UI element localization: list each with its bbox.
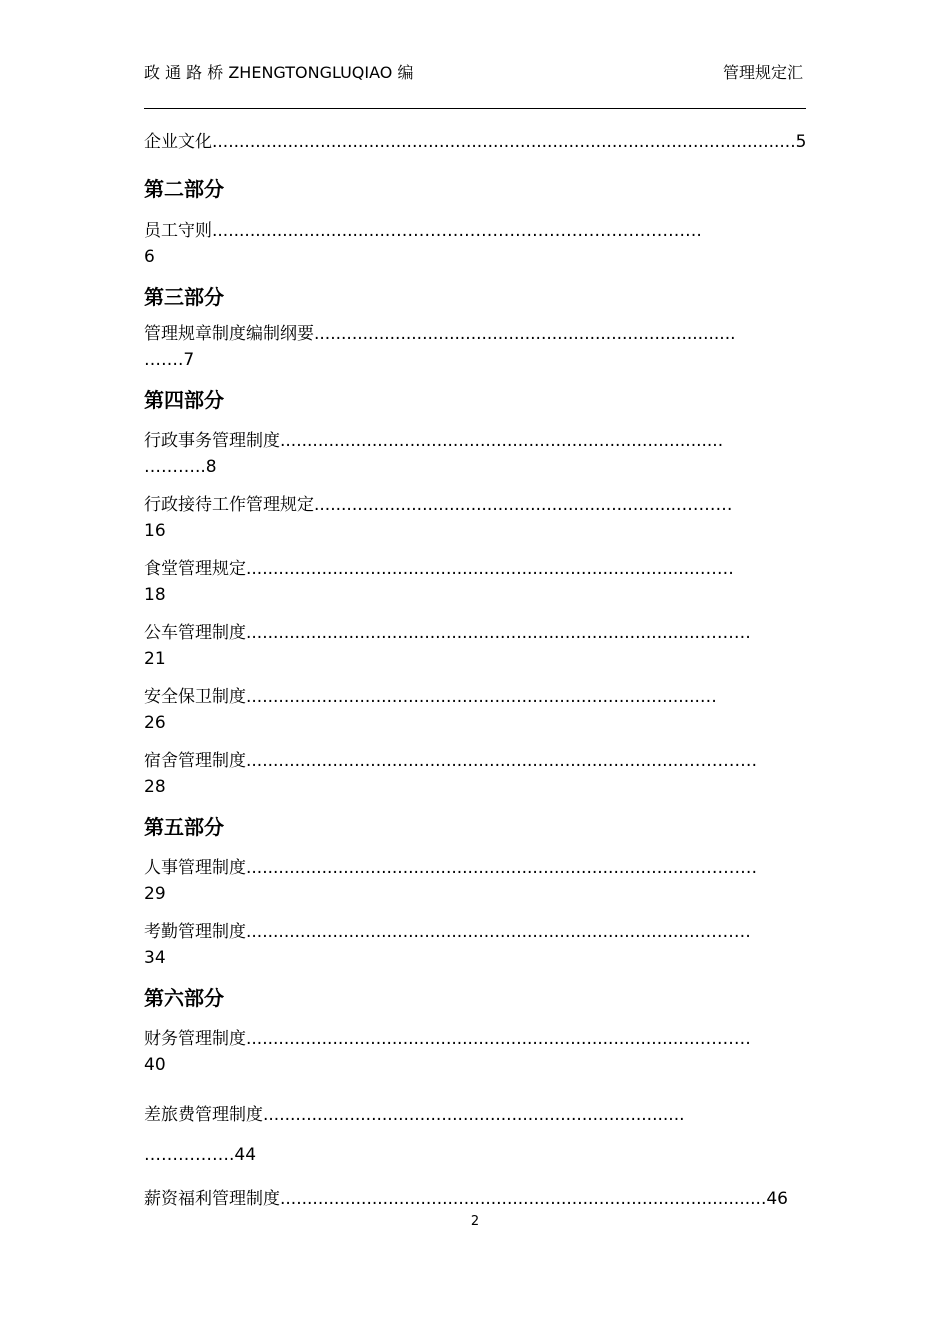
toc-entry[interactable]: 财务管理制度....................................................................................………: [144, 1029, 751, 1049]
toc-section-heading: 第五部分: [144, 815, 224, 839]
toc-section-heading: 第三部分: [144, 285, 224, 309]
toc-entry[interactable]: 人事管理制度..................................................................................…………: [144, 858, 758, 878]
page-number: 2: [470, 1214, 480, 1229]
toc-entry[interactable]: 行政接待工作管理规定....................................................................………: [144, 495, 733, 515]
toc-entry[interactable]: 员工守则.................................……………………………………………….: [144, 221, 702, 241]
toc-entry[interactable]: 薪资福利管理制度..........................................................................................46: [144, 1189, 788, 1209]
toc-entry-page: 26: [144, 713, 166, 733]
toc-entry-page: 16: [144, 521, 166, 541]
toc-entry[interactable]: 食堂管理规定....................................................................................……: [144, 559, 734, 579]
toc-entry[interactable]: 考勤管理制度....................................................................................………: [144, 922, 751, 942]
toc-entry[interactable]: 管理规章制度编制纲要..............................................................................: [144, 324, 736, 344]
toc-entry[interactable]: 企业文化............................................................................................................5: [144, 132, 807, 152]
toc-entry-page: 6: [144, 247, 155, 267]
toc-entry[interactable]: 安全保卫制度....................................................................................…: [144, 687, 717, 707]
toc-entry[interactable]: 公车管理制度....................................................................................………: [144, 623, 751, 643]
toc-section-heading: 第二部分: [144, 177, 224, 201]
toc-entry-page: 40: [144, 1055, 166, 1075]
header-right-text: 管理规定汇: [722, 63, 803, 82]
toc-entry-page: ………..8: [144, 457, 217, 477]
toc-section-heading: 第四部分: [144, 388, 224, 412]
toc-section-heading: 第六部分: [144, 986, 224, 1010]
toc-entry-page: 28: [144, 777, 166, 797]
toc-entry[interactable]: 行政事务管理制度..................................................................................: [144, 431, 724, 451]
toc-entry-page: …….7: [144, 350, 195, 370]
toc-entry-page[interactable]: …………….44: [144, 1145, 257, 1165]
toc-entry-page: 34: [144, 948, 166, 968]
toc-entry[interactable]: 宿舍管理制度..................................................................................…………: [144, 751, 758, 771]
header-left-text: 政 通 路 桥 ZHENGTONGLUQIAO 编: [144, 63, 414, 82]
toc-entry[interactable]: 差旅费管理制度..............................................................................: [144, 1105, 685, 1125]
toc-entry-page: 29: [144, 884, 166, 904]
header-divider: [144, 108, 806, 109]
toc-entry-page: 21: [144, 649, 166, 669]
toc-entry-page: 18: [144, 585, 166, 605]
